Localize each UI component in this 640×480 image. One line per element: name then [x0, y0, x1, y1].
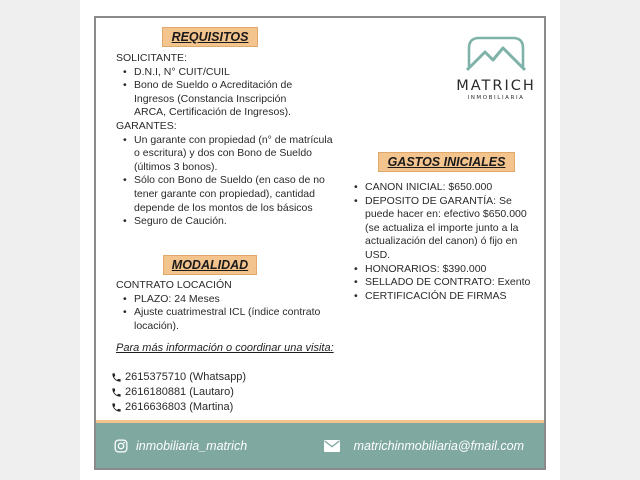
- phone-row[interactable]: [111, 385, 246, 400]
- list-item: • SELLADO DE CONTRATO: Exento: [347, 276, 543, 290]
- instagram-icon: [114, 439, 128, 453]
- mountain-logo-icon: [465, 34, 527, 72]
- modalidad-list: [116, 293, 346, 334]
- email-link[interactable]: [324, 439, 524, 453]
- requisitos-section: [116, 52, 336, 229]
- phone-icon: [111, 387, 122, 398]
- modalidad-section: [116, 279, 346, 333]
- phone-number: 2615375710 (Whatsapp): [125, 371, 247, 383]
- modalidad-header: MODALIDAD: [163, 255, 257, 275]
- email-address: matrichinmobiliaria@fmail.com: [353, 438, 524, 453]
- gastos-list: [347, 181, 543, 303]
- list-item: • CERTIFICACIÓN DE FIRMAS: [347, 290, 543, 304]
- list-item: • HONORARIOS: $390.000: [347, 263, 543, 277]
- list-item: • Seguro de Caución.: [116, 215, 336, 229]
- list-item: • Sólo con Bono de Sueldo (en caso de no tener garante con propiedad), cantidad depende de los montos de los básicos: [116, 174, 336, 215]
- instagram-link[interactable]: [114, 439, 247, 453]
- contact-footer: [96, 420, 544, 468]
- phone-list: [111, 370, 246, 415]
- phone-row[interactable]: [111, 400, 246, 415]
- mail-icon: [324, 440, 340, 452]
- phone-icon: [111, 372, 122, 383]
- modalidad-label: CONTRATO LOCACIÓN: [116, 279, 232, 291]
- list-item: • Ajuste cuatrimestral ICL (índice contrato locación).: [116, 306, 346, 333]
- instagram-handle: inmobiliaria_matrich: [136, 438, 248, 453]
- matrich-logo: [456, 34, 536, 101]
- list-item: • D.N.I, N° CUIT/CUIL: [116, 66, 336, 80]
- requisitos-header: REQUISITOS: [162, 27, 258, 47]
- gastos-header: GASTOS INICIALES: [378, 152, 515, 172]
- solicitante-label: SOLICITANTE:: [116, 52, 187, 64]
- garantes-list: [116, 134, 336, 229]
- list-item: • Bono de Sueldo o Acreditación de Ingresos (Constancia Inscripción ARCA, Certificación de Ingresos).: [116, 79, 336, 120]
- list-item: • DEPOSITO DE GARANTÍA: Se puede hacer en: efectivo $650.000 (se actualiza el importe junto a la actualización del canon) ó fijo en USD.: [347, 195, 543, 263]
- logo-subtitle: INMOBILIARIA: [467, 95, 525, 101]
- garantes-label: GARANTES:: [116, 119, 177, 132]
- list-item: • PLAZO: 24 Meses: [116, 293, 346, 307]
- solicitante-list: [116, 66, 336, 120]
- phone-number: 2616636803 (Martina): [125, 401, 234, 413]
- phone-icon: [111, 402, 122, 413]
- logo-name: MATRICH: [456, 78, 536, 94]
- phone-number: 2616180881 (Lautaro): [125, 386, 234, 398]
- list-item: • CANON INICIAL: $650.000: [347, 181, 543, 195]
- more-info-text: Para más información o coordinar una visita:: [116, 342, 334, 354]
- list-item: • Un garante con propiedad (n° de matrícula o escritura) y dos con Bono de Sueldo (últimos 3 bonos).: [116, 134, 336, 175]
- phone-row[interactable]: [111, 370, 246, 385]
- gastos-section: [347, 181, 543, 303]
